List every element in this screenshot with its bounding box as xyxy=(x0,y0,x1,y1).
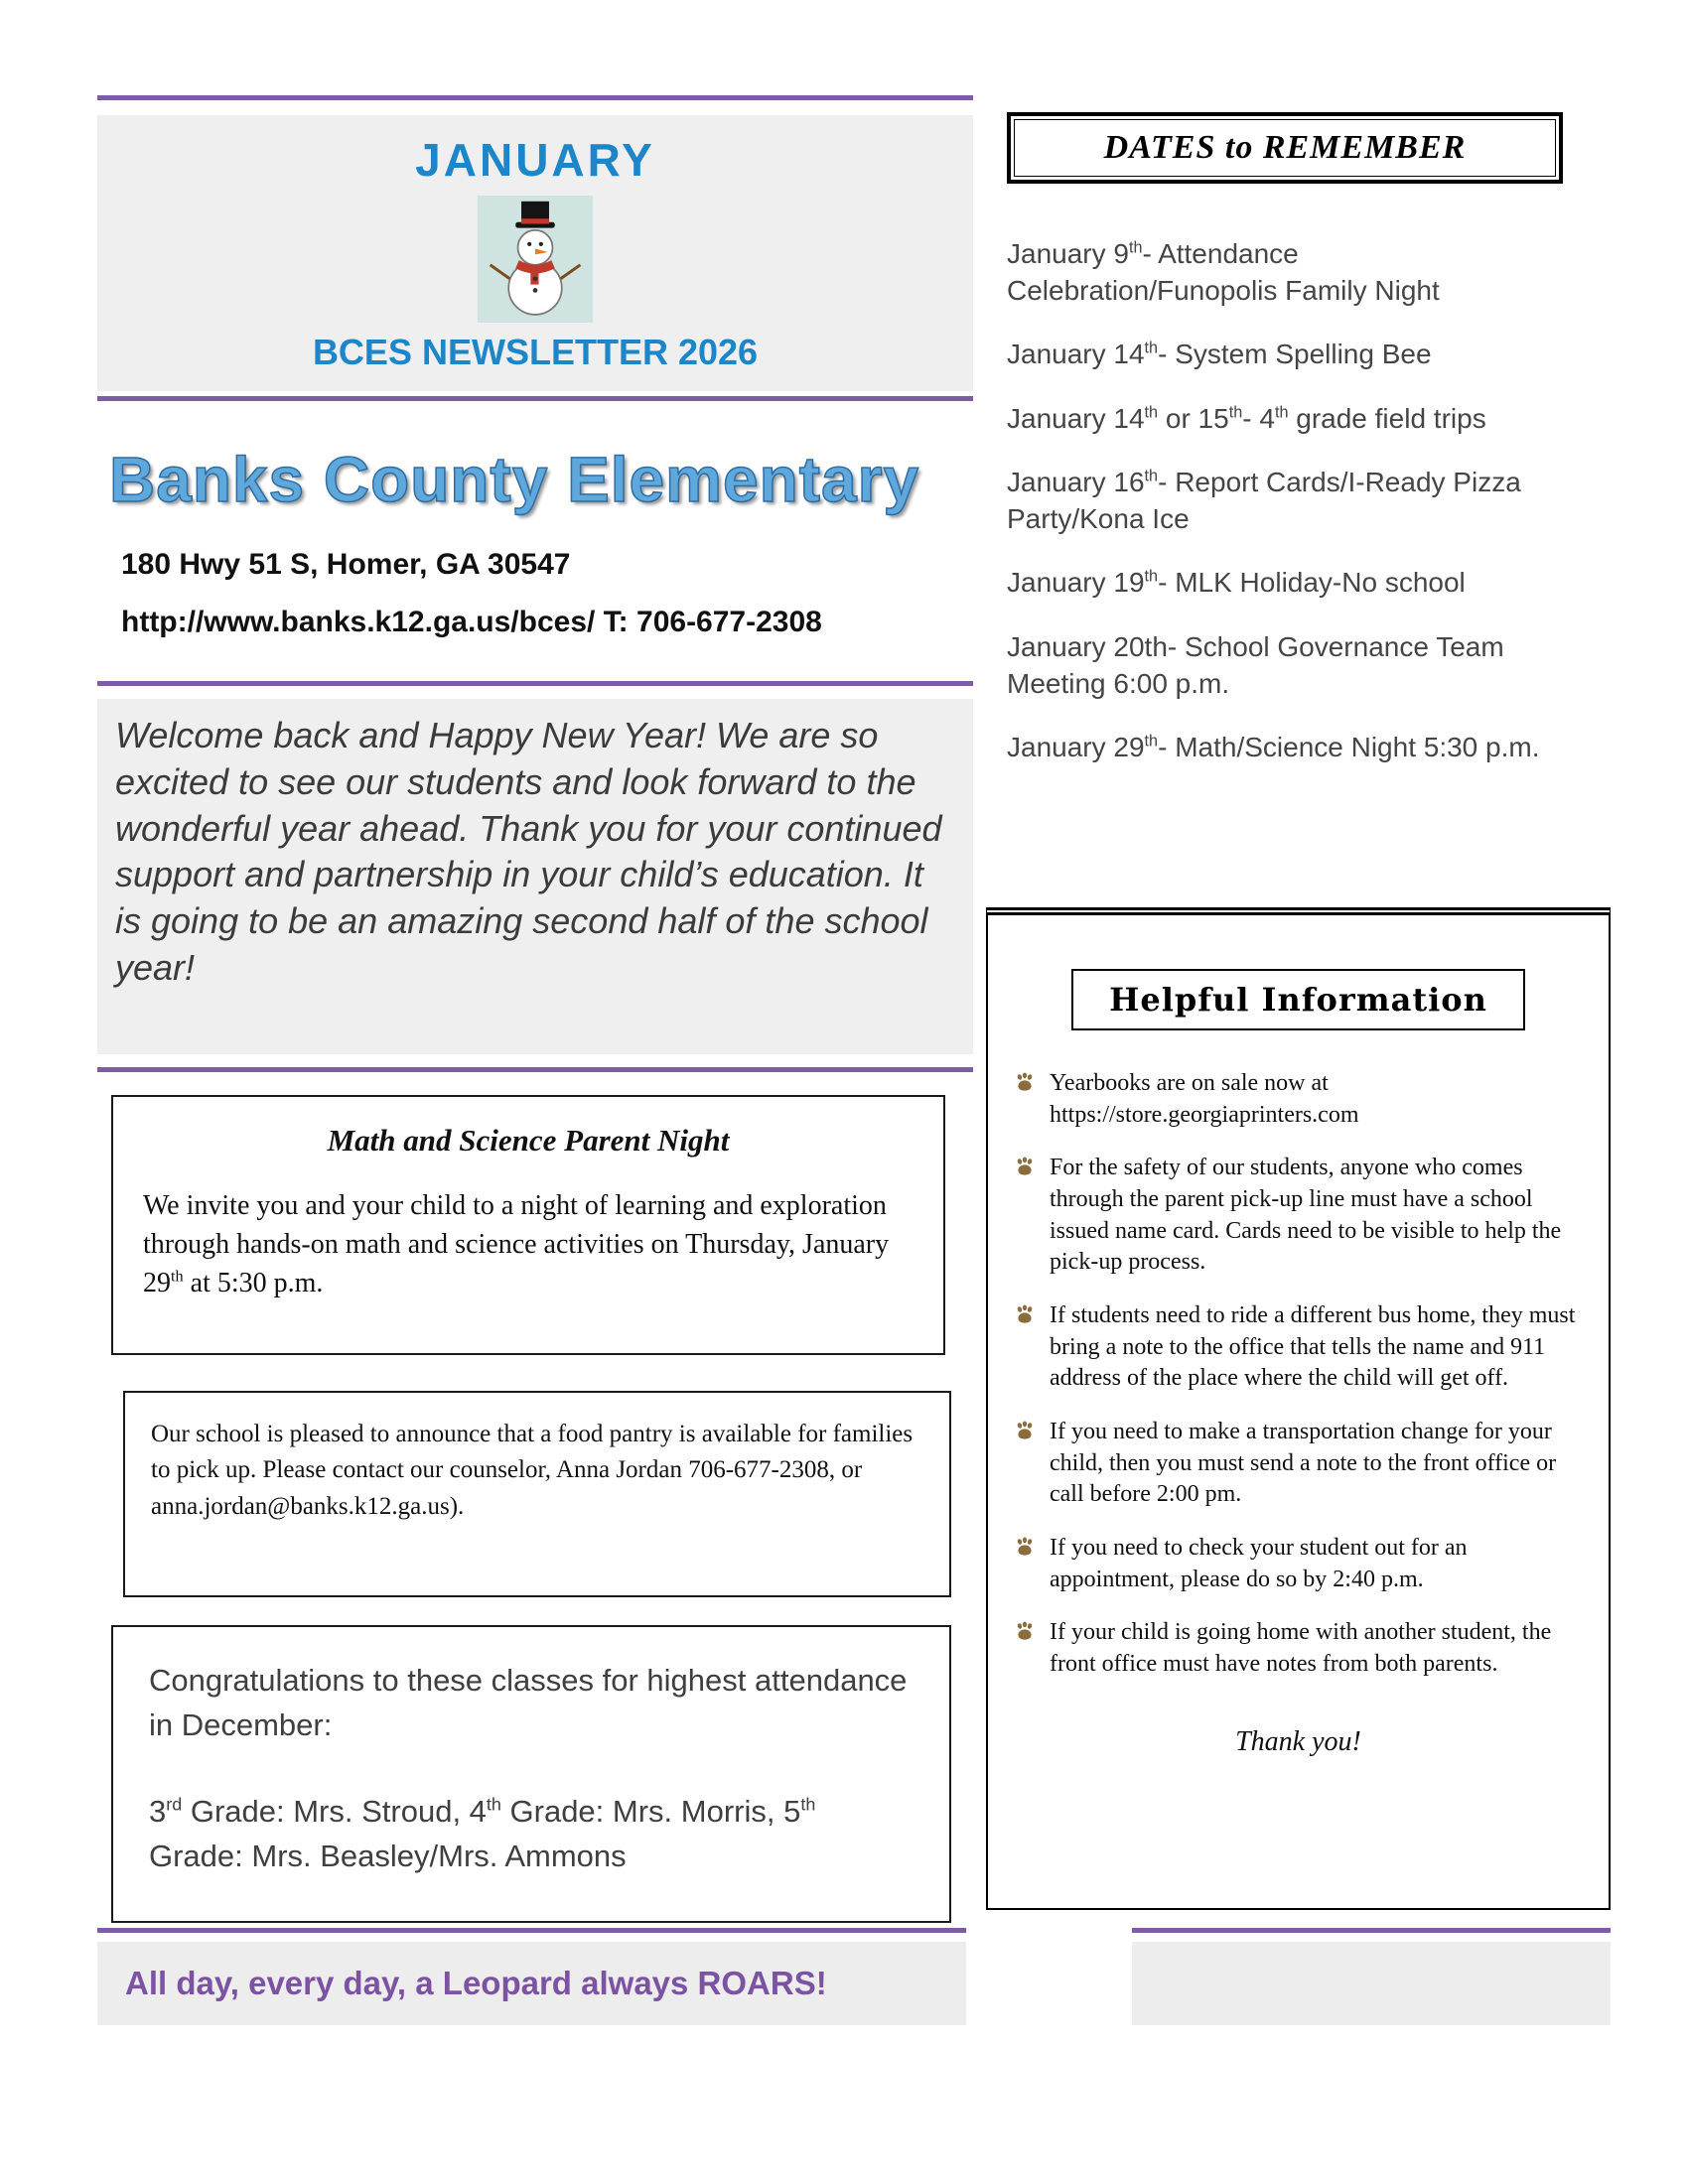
food-pantry-body: Our school is pleased to announce that a food pantry is available for families to pick up. Please contact our counselor, Anna Jordan 706-677-2308, or anna.jordan@banks.k12.ga.us). xyxy=(151,1421,914,1520)
dates-to-remember-title: DATES to REMEMBER xyxy=(1103,129,1467,166)
snowman-icon xyxy=(477,196,594,323)
helpful-information-title: Helpful Information xyxy=(1109,981,1487,1019)
date-item: January 14th- System Spelling Bee xyxy=(1007,339,1432,370)
date-item: January 16th- Report Cards/I-Ready Pizza Party/Kona Ice xyxy=(1007,466,1521,535)
helpful-item-text: Yearbooks are on sale now at https://store.georgiaprinters.com xyxy=(1050,1070,1359,1128)
math-science-title: Math and Science Parent Night xyxy=(327,1123,730,1158)
motto-banner xyxy=(97,1942,966,2025)
date-item: January 14th or 15th- 4th grade field trips xyxy=(1007,402,1486,434)
paw-print-icon xyxy=(1014,1156,1036,1279)
divider xyxy=(97,1067,973,1072)
divider-footer-right xyxy=(1132,1928,1611,1933)
month-title: JANUARY xyxy=(415,134,655,186)
divider xyxy=(97,681,973,686)
helpful-item xyxy=(1014,1068,1583,1131)
divider-footer-left xyxy=(97,1928,966,1933)
divider xyxy=(97,396,973,401)
date-item: January 20th- School Governance Team Meeting 6:00 p.m. xyxy=(1007,630,1504,699)
helpful-item xyxy=(1014,1533,1583,1595)
math-science-night-box xyxy=(111,1095,945,1355)
food-pantry-box xyxy=(123,1391,951,1597)
helpful-item-text: If you need to check your student out for an appointment, please do so by 2:40 p.m. xyxy=(1050,1535,1468,1592)
helpful-information-title-box xyxy=(1071,969,1525,1030)
helpful-information-list xyxy=(1014,1068,1583,1681)
date-item: January 19th- MLK Holiday-No school xyxy=(1007,567,1466,599)
motto-text: All day, every day, a Leopard always ROARS! xyxy=(125,1965,827,2001)
helpful-item xyxy=(1014,1417,1583,1511)
footer-right-box xyxy=(1132,1942,1611,2025)
helpful-item-text: If your child is going home with another student, the front office must have notes from both parents. xyxy=(1050,1619,1552,1678)
attendance-intro: Congratulations to these classes for highest attendance in December: xyxy=(149,1663,908,1742)
dates-to-remember-box xyxy=(1007,112,1563,184)
school-name: Banks County Elementary xyxy=(109,444,920,515)
dates-to-remember-inner-frame xyxy=(1014,119,1556,177)
paw-print-icon xyxy=(1014,1620,1036,1680)
math-science-body: We invite you and your child to a night of learning and exploration through hands-on math and science activities on Thursday, January 29th at 5:30 p.m. xyxy=(143,1190,890,1299)
masthead xyxy=(97,115,973,391)
helpful-item-text: If students need to ride a different bus home, they must bring a note to the office that tells the name and 911 address of the place where the child will get off. xyxy=(1050,1302,1576,1392)
welcome-message: Welcome back and Happy New Year! We are so excited to see our students and look forward to the wonderful year ahead. Thank you for your continued support and partnership in your child’s education. It is going to be an amazing second half of the school year! xyxy=(97,699,973,1054)
newsletter-title: BCES NEWSLETTER 2026 xyxy=(312,332,759,372)
helpful-information-box xyxy=(986,907,1611,1910)
helpful-item xyxy=(1014,1153,1583,1279)
helpful-item-text: If you need to make a transportation change for your child, then you must send a note to the front office or call before 2:00 pm. xyxy=(1050,1419,1557,1508)
paw-print-icon xyxy=(1014,1420,1036,1511)
attendance-winners: 3rd Grade: Mrs. Stroud, 4th Grade: Mrs. Morris, 5th Grade: Mrs. Beasley/Mrs. Ammons xyxy=(149,1793,816,1873)
paw-print-icon xyxy=(1014,1071,1036,1131)
paw-print-icon xyxy=(1014,1536,1036,1595)
helpful-item xyxy=(1014,1617,1583,1680)
date-item: January 9th- Attendance Celebration/Funopolis Family Night xyxy=(1007,238,1440,307)
snowman-image xyxy=(477,196,594,323)
paw-print-icon xyxy=(1014,1303,1036,1395)
dates-list xyxy=(1007,235,1575,765)
school-address: 180 Hwy 51 S, Homer, GA 30547 xyxy=(121,548,571,581)
divider-top xyxy=(97,95,973,100)
helpful-item-text: For the safety of our students, anyone who comes through the parent pick-up line must have a school issued name card. Cards need to be visible to help the pick-up process. xyxy=(1050,1155,1562,1276)
date-item: January 29th- Math/Science Night 5:30 p.m. xyxy=(1007,732,1540,763)
attendance-congrats-box xyxy=(111,1625,951,1923)
helpful-item xyxy=(1014,1300,1583,1395)
school-website-phone: http://www.banks.k12.ga.us/bces/ T: 706-677-2308 xyxy=(121,606,822,638)
thank-you-note: Thank you! xyxy=(1235,1725,1361,1757)
